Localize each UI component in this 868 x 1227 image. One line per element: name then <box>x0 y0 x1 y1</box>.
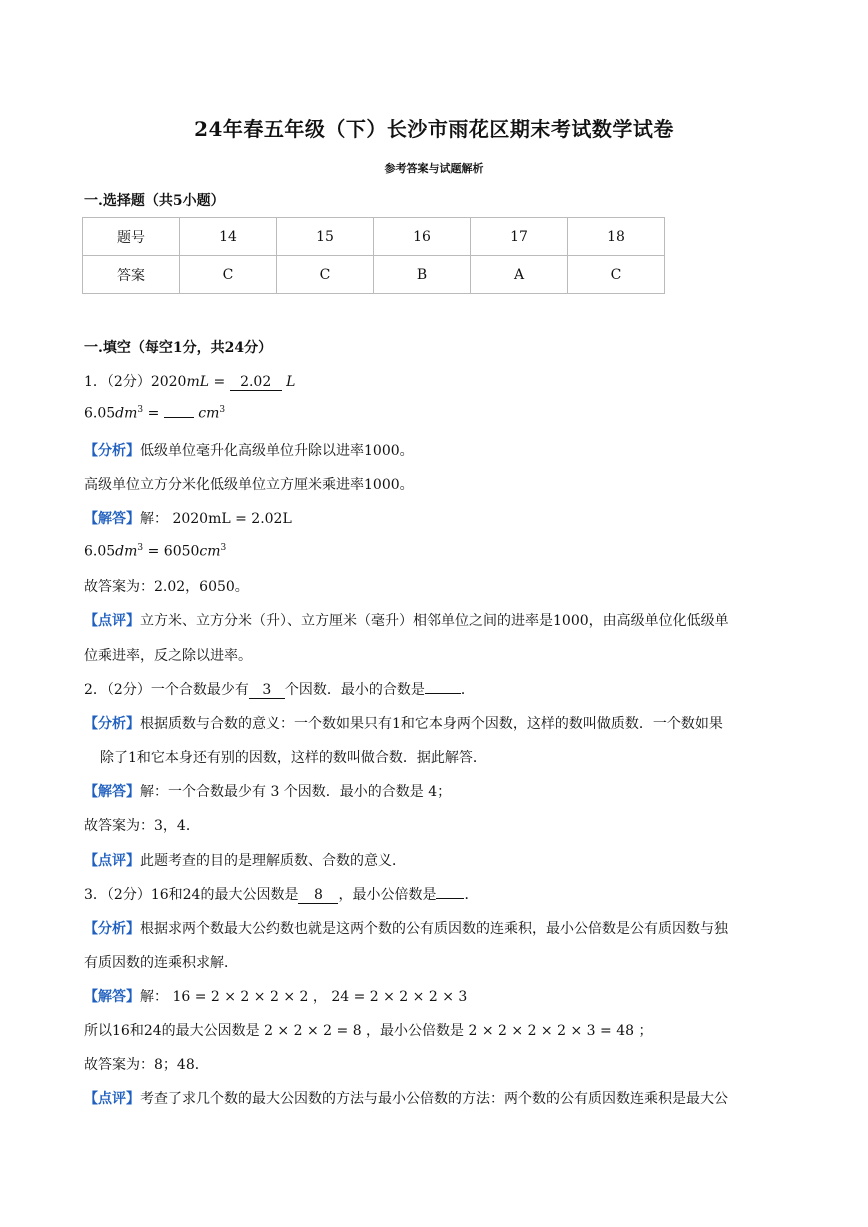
question-2-line <box>84 679 475 699</box>
question-1-line-2 <box>84 405 225 422</box>
answer-blank <box>436 898 464 899</box>
question-2-comment <box>84 850 406 870</box>
number-value: 6.05 <box>84 405 116 422</box>
exponent: 3 <box>219 405 226 415</box>
answer-blank: 3 <box>249 683 285 699</box>
equals-sign: = <box>213 374 226 390</box>
question-3-analysis <box>84 918 728 938</box>
answer-blank <box>164 417 194 418</box>
comment-tag: 【点评】 <box>84 853 140 869</box>
answer-blank: 2.02 <box>230 375 282 391</box>
question-text: 个因数．最小的合数是 <box>284 682 425 698</box>
question-text: ． <box>464 887 479 903</box>
answer-tag: 【解答】 <box>84 784 140 800</box>
analysis-tag: 【分析】 <box>84 921 140 937</box>
answer-text: 解： 16 = 2 × 2 × 2 × 2 ， 24 = 2 × 2 × 2 × 3 <box>140 989 468 1005</box>
table-cell: C <box>568 256 665 294</box>
document-title: 24年春五年级（下）长沙市雨花区期末考试数学试卷 <box>194 117 674 141</box>
unit-ml: mL <box>186 374 210 390</box>
question-2-final: 故答案为：3，4． <box>84 818 200 834</box>
unit-l: L <box>286 374 296 390</box>
question-2-answer <box>84 781 451 801</box>
question-text: 2．（2分）一个合数最少有 <box>84 682 249 698</box>
table-row <box>83 256 665 294</box>
answer-text: 解：一个合数最少有 3 个因数．最小的合数是 4； <box>140 784 452 800</box>
table-row <box>83 218 665 256</box>
table-cell: 18 <box>568 218 665 256</box>
table-cell: B <box>374 256 471 294</box>
analysis-tag: 【分析】 <box>84 443 140 459</box>
table-cell: 16 <box>374 218 471 256</box>
comment-text: 立方米、立方分米（升）、立方厘米（毫升）相邻单位之间的进率是1000，由高级单位化低级单 <box>140 613 729 629</box>
answer-text: = 6050 <box>143 543 200 560</box>
analysis-tag: 【分析】 <box>84 716 140 732</box>
question-2-analysis <box>84 713 723 733</box>
question-2-analysis-2: 除了1和它本身还有别的因数，这样的数叫做合数．据此解答． <box>100 750 487 766</box>
analysis-text: 根据求两个数最大公约数也就是这两个数的公有质因数的连乘积，最小公倍数是公有质因数与独 <box>140 921 728 937</box>
number-value: 6.05 <box>84 543 116 560</box>
section-fill-heading: 一.填空（每空1分，共24分） <box>84 340 273 356</box>
question-3-so: 所以16和24的最大公因数是 2 × 2 × 2 = 8 ，最小公倍数是 2 × 2 × 2 × 2 × 3 = 48 ； <box>84 1023 653 1039</box>
question-1-prefix: 1．（2分）2020 <box>84 374 187 390</box>
table-header-cell: 题号 <box>83 218 180 256</box>
comment-tag: 【点评】 <box>84 1091 140 1107</box>
document-subtitle: 参考答案与试题解析 <box>384 162 484 175</box>
question-3-line <box>84 884 478 904</box>
question-1-line-1 <box>84 371 295 391</box>
answer-tag: 【解答】 <box>84 989 140 1005</box>
question-1-analysis <box>84 440 414 460</box>
question-text: 3．（2分）16和24的最大公因数是 <box>84 887 299 903</box>
analysis-text: 低级单位毫升化高级单位升除以进率1000。 <box>140 443 414 459</box>
question-1-comment-2: 位乘进率，反之除以进率。 <box>84 648 252 664</box>
question-3-final: 故答案为：8；48． <box>84 1057 209 1073</box>
table-cell: 14 <box>180 218 277 256</box>
question-3-answer <box>84 986 467 1006</box>
table-cell: C <box>277 256 374 294</box>
question-3-comment <box>84 1088 728 1108</box>
section-choice-heading: 一.选择题（共5小题） <box>84 193 225 209</box>
question-text: ，最小公倍数是 <box>338 887 437 903</box>
question-3-analysis-2: 有质因数的连乘积求解． <box>84 955 238 971</box>
comment-text: 此题考查的目的是理解质数、合数的意义． <box>140 853 406 869</box>
question-1-answer <box>84 508 292 528</box>
table-cell: A <box>471 256 568 294</box>
unit-dm: dm <box>115 543 138 560</box>
answer-text: 解： 2020mL = 2.02L <box>140 511 292 527</box>
question-1-comment <box>84 610 729 630</box>
table-header-cell: 答案 <box>83 256 180 294</box>
answer-table <box>82 217 665 294</box>
analysis-text: 根据质数与合数的意义：一个数如果只有1和它本身两个因数，这样的数叫做质数．一个数如果 <box>140 716 723 732</box>
comment-text: 考查了求几个数的最大公因数的方法与最小公倍数的方法：两个数的公有质因数连乘积是最大公 <box>140 1091 728 1107</box>
exponent: 3 <box>220 543 227 553</box>
answer-blank: 8 <box>298 888 338 904</box>
answer-tag: 【解答】 <box>84 511 140 527</box>
comment-tag: 【点评】 <box>84 613 140 629</box>
answer-blank <box>425 693 461 694</box>
table-cell: 17 <box>471 218 568 256</box>
question-1-analysis-2: 高级单位立方分米化低级单位立方厘米乘进率1000。 <box>84 477 414 493</box>
unit-cm: cm <box>199 543 221 560</box>
unit-cm: cm <box>198 405 220 422</box>
table-cell: C <box>180 256 277 294</box>
question-text: ． <box>460 682 475 698</box>
question-1-answer-2 <box>84 543 226 560</box>
question-1-final: 故答案为：2.02，6050。 <box>84 579 249 595</box>
exponent: 3 <box>137 405 144 415</box>
equals-sign: = <box>147 405 160 422</box>
table-cell: 15 <box>277 218 374 256</box>
unit-dm: dm <box>115 405 138 422</box>
exponent: 3 <box>137 543 144 553</box>
